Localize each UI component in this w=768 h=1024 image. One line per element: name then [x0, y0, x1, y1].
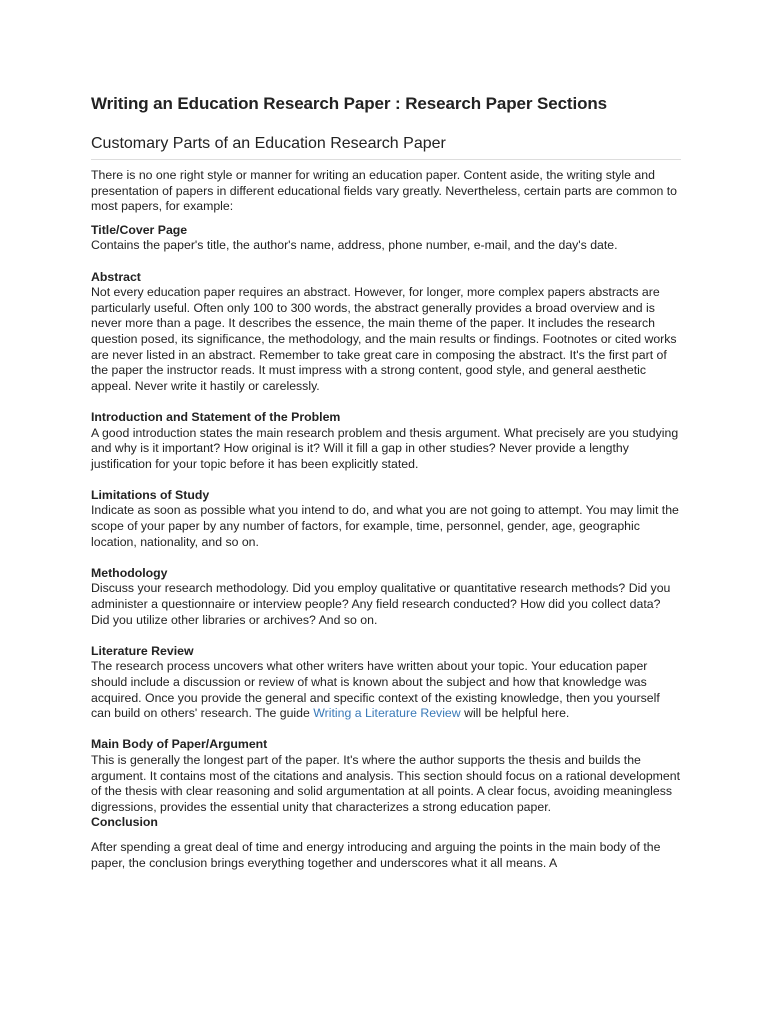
section-main-body: [91, 737, 681, 815]
literature-review-guide-link[interactable]: Writing a Literature Review: [313, 706, 461, 721]
section-title-cover-page: [91, 223, 681, 254]
section-abstract: [91, 270, 681, 395]
section-heading: Main Body of Paper/Argument: [91, 737, 268, 752]
section-heading: Limitations of Study: [91, 487, 210, 502]
section-body: Indicate as soon as possible what you intend to do, and what you are not going to attempt. You may limit the scope of your paper by any number of factors, for example, time, personnel, gender, age, geographic location, nationality, and so on.: [91, 503, 679, 549]
section-methodology: [91, 566, 681, 628]
section-body: This is generally the longest part of the paper. It's where the author supports the thesis and builds the argument. It contains most of the citations and analysis. This section should focus on a rational development of the thesis with clear reasoning and solid argumentation at all points. A clear focus, avoiding meaningless digressions, provides the essential unity that characterizes a strong education paper.: [91, 752, 680, 814]
document-content: [91, 93, 681, 871]
section-body: Discuss your research methodology. Did you employ qualitative or quantitative research methods? Did you administer a questionnaire or interview people? Any field research conducted? How did you collect data? Did you utilize other libraries or archives? And so on.: [91, 581, 671, 627]
section-body-text: will be helpful here.: [460, 706, 570, 721]
page-title: Writing an Education Research Paper : Research Paper Sections: [91, 94, 608, 113]
page-subtitle: Customary Parts of an Education Research Paper: [91, 133, 681, 160]
section-body: A good introduction states the main research problem and thesis argument. What precisely are you studying and why is it important? How original is it? Will it fill a gap in other studies? Never provide a lengthy justification for your topic before it has been explicitly stated.: [91, 425, 679, 471]
section-body: Not every education paper requires an abstract. However, for longer, more complex papers abstracts are particularly useful. Often only 100 to 300 words, the abstract generally provides a broad overview and is never more than a page. It describes the essence, the main theme of the paper. It includes the research question posed, its significance, the methodology, and the main results or findings. Footnotes or cited works are never listed in an abstract. Remember to take great care in composing the abstract. It's the first part of the paper the instructor reads. It must impress with a strong content, good style, and general aesthetic appeal. Never write it hastily or carelessly.: [91, 285, 677, 393]
section-body-text: The research process uncovers what other writers have written about your topic. Your education paper should include a discussion or review of what is known about the subject and how that knowledge was acquired. Once you provide the general and specific context of the existing knowledge, then you yourself can build on others' research. The guide: [91, 659, 660, 721]
section-introduction: [91, 410, 681, 472]
section-body: [91, 659, 681, 721]
section-body: Contains the paper's title, the author's name, address, phone number, e-mail, and the day's date.: [91, 238, 618, 253]
section-heading: Conclusion: [91, 815, 158, 830]
intro-paragraph: There is no one right style or manner for writing an education paper. Content aside, the writing style and presentation of papers in different educational fields vary greatly. Nevertheless, certain parts are common to most papers, for example:: [91, 168, 678, 214]
section-heading: Literature Review: [91, 643, 194, 658]
section-heading: Title/Cover Page: [91, 222, 188, 237]
section-body: After spending a great deal of time and energy introducing and arguing the points in the main body of the paper, the conclusion brings everything together and underscores what it all means. A: [91, 839, 661, 870]
section-heading: Methodology: [91, 565, 168, 580]
section-literature-review: [91, 644, 681, 722]
section-heading: Abstract: [91, 269, 141, 284]
section-limitations: [91, 488, 681, 550]
section-heading: Introduction and Statement of the Problem: [91, 409, 341, 424]
section-conclusion: [91, 815, 681, 871]
